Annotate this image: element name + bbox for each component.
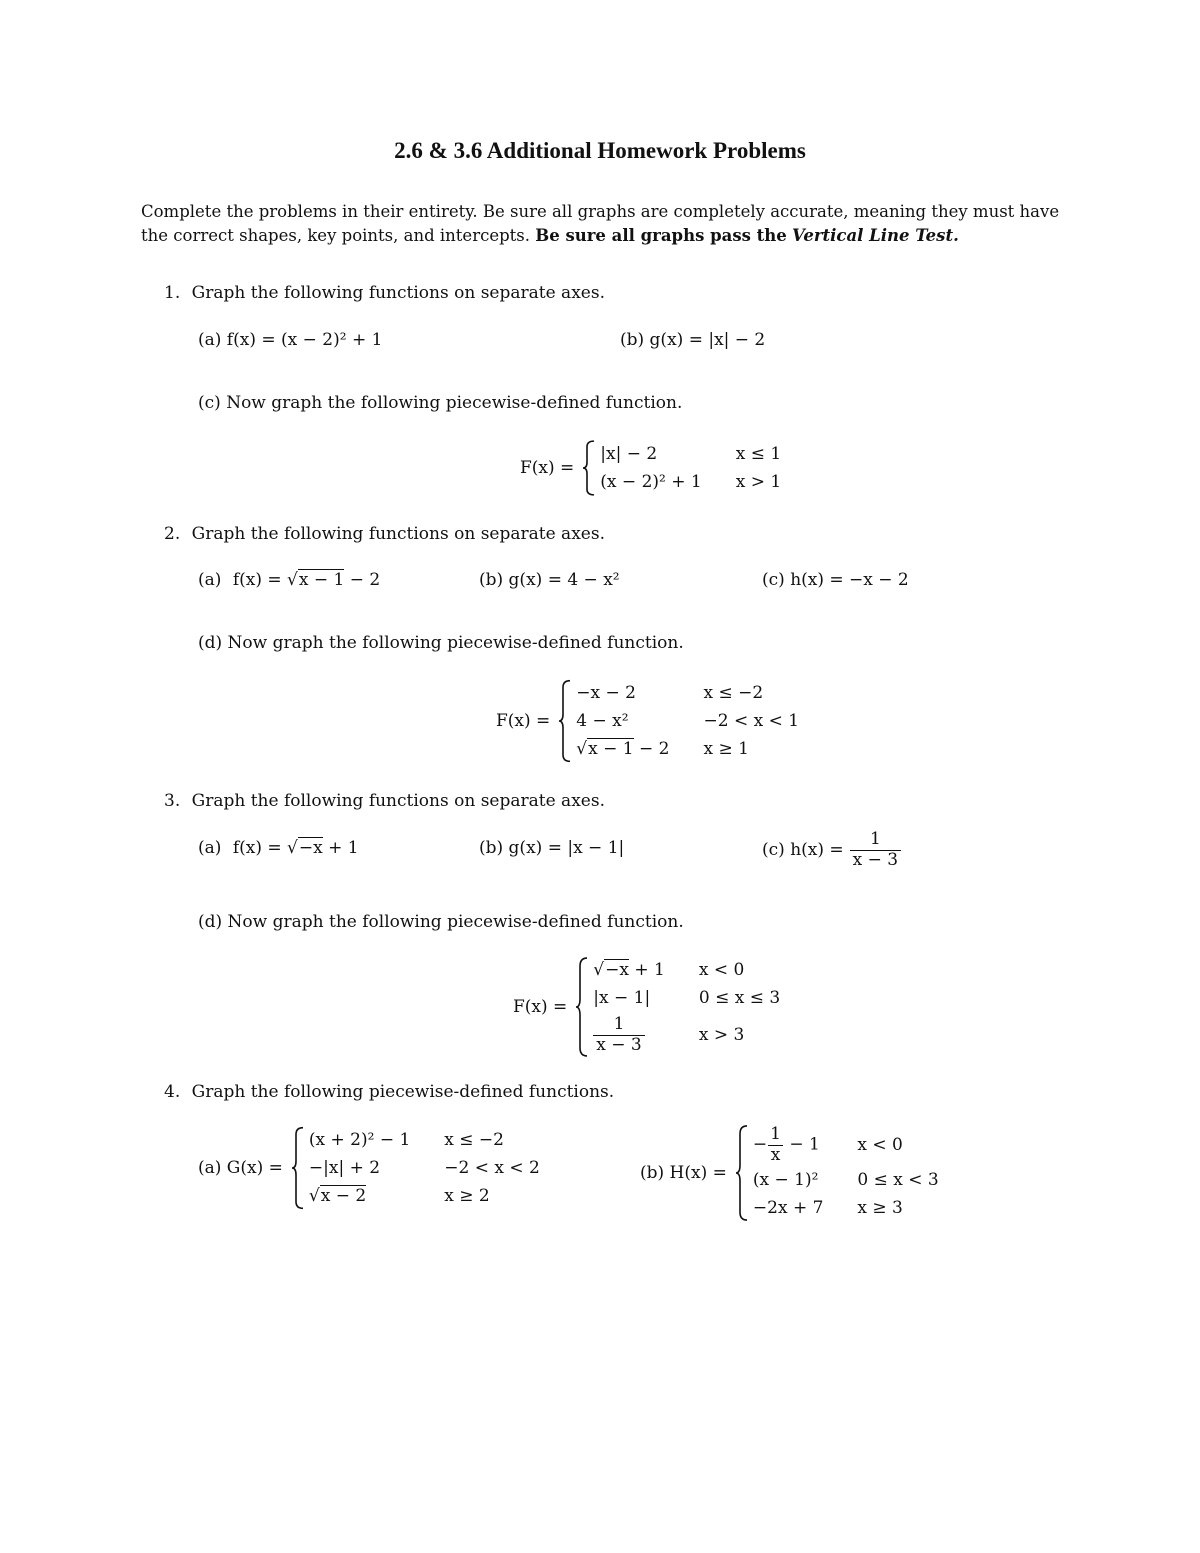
case-expr: (x − 1)² [752, 1170, 819, 1190]
left-brace [558, 679, 572, 763]
problem-text: Graph the following piecewise-defined functions. [191, 1082, 615, 1102]
case-row [309, 1126, 540, 1154]
case-cond: x > 3 [698, 1025, 745, 1045]
numerator: 1 [613, 1013, 625, 1034]
piecewise-lhs: F(x) = [496, 711, 551, 731]
case-cond: −2 < x < 1 [703, 711, 800, 731]
problem-3a: (a) f(x) = √−x + 1 [198, 838, 359, 858]
problem-text: Graph the following functions on separate axes. [191, 283, 605, 303]
case-cond: 0 ≤ x ≤ 3 [698, 988, 781, 1008]
part-label: (a) [198, 838, 222, 858]
case-row [600, 440, 781, 468]
piecewise-lhs: (a) G(x) = [198, 1158, 283, 1178]
cases-table [600, 440, 781, 496]
problem-number: 4. [164, 1082, 181, 1102]
case-expr [753, 1124, 858, 1166]
part-label: (a) [198, 570, 222, 590]
radicand: −x [605, 960, 629, 980]
piecewise-4b [640, 1124, 939, 1222]
problem-2d: (d) Now graph the following piecewise-defined function. [198, 633, 684, 653]
cases-table [593, 956, 780, 1058]
case-cond: x ≤ 1 [735, 444, 782, 464]
case-cond: x < 0 [698, 960, 745, 980]
case-expr: √x − 1 − 2 [576, 739, 670, 759]
problem-2-prompt [164, 524, 605, 544]
case-row [753, 1194, 939, 1222]
case-cond: x ≥ 3 [857, 1198, 903, 1218]
piecewise-4a [198, 1126, 540, 1210]
left-brace [582, 440, 596, 496]
case-cond: x > 1 [735, 472, 782, 492]
fraction [767, 1125, 784, 1165]
problem-number: 3. [164, 791, 181, 811]
problem-number: 2. [164, 524, 181, 544]
radicand: x − 1 [588, 739, 634, 759]
function-lhs: f(x) = [232, 838, 282, 858]
function-lhs: f(x) = [232, 570, 282, 590]
case-expr: 4 − x² [576, 711, 629, 731]
denominator: x − 3 [593, 1035, 644, 1056]
piecewise-3 [513, 956, 780, 1058]
problem-3d: (d) Now graph the following piecewise-defined function. [198, 912, 684, 932]
instructions-bold: Be sure all graphs pass the [535, 226, 787, 245]
case-row [576, 735, 799, 763]
case-cond: x ≥ 1 [703, 739, 749, 759]
case-expr: −|x| + 2 [308, 1158, 381, 1178]
function-rest: + 1 [328, 838, 359, 858]
problem-text: Graph the following functions on separate axes. [191, 524, 605, 544]
case-cond: −2 < x < 2 [444, 1158, 540, 1178]
radicand: −x [298, 838, 323, 858]
piecewise-lhs: F(x) = [520, 458, 575, 478]
case-expr: −2x + 7 [752, 1198, 824, 1218]
fraction [850, 830, 901, 870]
case-cond: x ≥ 2 [444, 1186, 490, 1206]
case-row [593, 984, 780, 1012]
problem-2b: (b) g(x) = 4 − x² [479, 570, 620, 590]
problem-2c: (c) h(x) = −x − 2 [762, 570, 909, 590]
piecewise-1 [520, 440, 781, 496]
problem-1-prompt [164, 283, 605, 303]
case-expr: |x| − 2 [600, 444, 658, 464]
case-row [593, 1012, 780, 1058]
case-expr: √−x + 1 [593, 960, 665, 980]
problem-2a: (a) f(x) = √x − 1 − 2 [198, 570, 381, 590]
case-cond: x < 0 [857, 1135, 903, 1155]
problem-1c: (c) Now graph the following piecewise-defined function. [198, 393, 683, 413]
instructions-emphasis: Vertical Line Test. [792, 226, 959, 245]
case-sign: − [752, 1134, 768, 1155]
left-brace [575, 956, 589, 1058]
problem-3c [762, 830, 901, 870]
function-lhs: (c) h(x) = [762, 840, 844, 861]
page-title: 2.6 & 3.6 Additional Homework Problems [394, 138, 806, 163]
function-rest: − 2 [349, 570, 381, 590]
cases-table [576, 679, 799, 763]
problem-4-prompt [164, 1082, 614, 1102]
radicand: x − 2 [320, 1186, 367, 1206]
case-row [309, 1182, 540, 1210]
left-brace [291, 1126, 305, 1210]
case-expr [593, 1012, 699, 1058]
piecewise-2 [496, 679, 799, 763]
denominator: x [768, 1145, 784, 1166]
case-expr: |x − 1| [593, 988, 651, 1008]
case-row [576, 679, 799, 707]
problem-text: Graph the following functions on separate axes. [191, 791, 605, 811]
piecewise-lhs: F(x) = [513, 997, 568, 1017]
instructions [141, 200, 1061, 248]
radicand: x − 1 [298, 570, 345, 590]
problem-1a: (a) f(x) = (x − 2)² + 1 [198, 330, 383, 350]
case-expr: −x − 2 [576, 683, 636, 703]
case-expr: (x − 2)² + 1 [600, 472, 702, 492]
case-row [600, 468, 781, 496]
fraction [593, 1015, 644, 1055]
case-cond: x ≤ −2 [703, 683, 764, 703]
problem-3-prompt [164, 791, 605, 811]
left-brace [735, 1124, 749, 1222]
case-rest: − 1 [789, 1134, 820, 1155]
problem-1b: (b) g(x) = |x| − 2 [620, 330, 766, 350]
case-row [753, 1124, 939, 1166]
numerator: 1 [869, 829, 881, 849]
case-expr: √x − 2 [308, 1186, 367, 1206]
case-row [753, 1166, 939, 1194]
cases-table [309, 1126, 540, 1210]
case-cond: x ≤ −2 [444, 1130, 504, 1150]
case-row [593, 956, 780, 984]
case-cond: 0 ≤ x < 3 [857, 1170, 939, 1190]
problem-number: 1. [164, 283, 181, 303]
case-row [576, 707, 799, 735]
problem-3b: (b) g(x) = |x − 1| [479, 838, 625, 858]
piecewise-lhs: (b) H(x) = [640, 1163, 727, 1183]
cases-table [753, 1124, 939, 1222]
denominator: x − 3 [850, 850, 901, 871]
instructions-text: Complete the problems in their entirety. Be sure all graphs are completely accurate, meaning they must have the correct shapes, key points, and intercepts. [141, 202, 1060, 245]
numerator: 1 [770, 1123, 781, 1144]
case-expr: (x + 2)² − 1 [308, 1130, 411, 1150]
case-row [309, 1154, 540, 1182]
case-rest: − 2 [639, 739, 670, 759]
case-rest: + 1 [634, 960, 665, 980]
